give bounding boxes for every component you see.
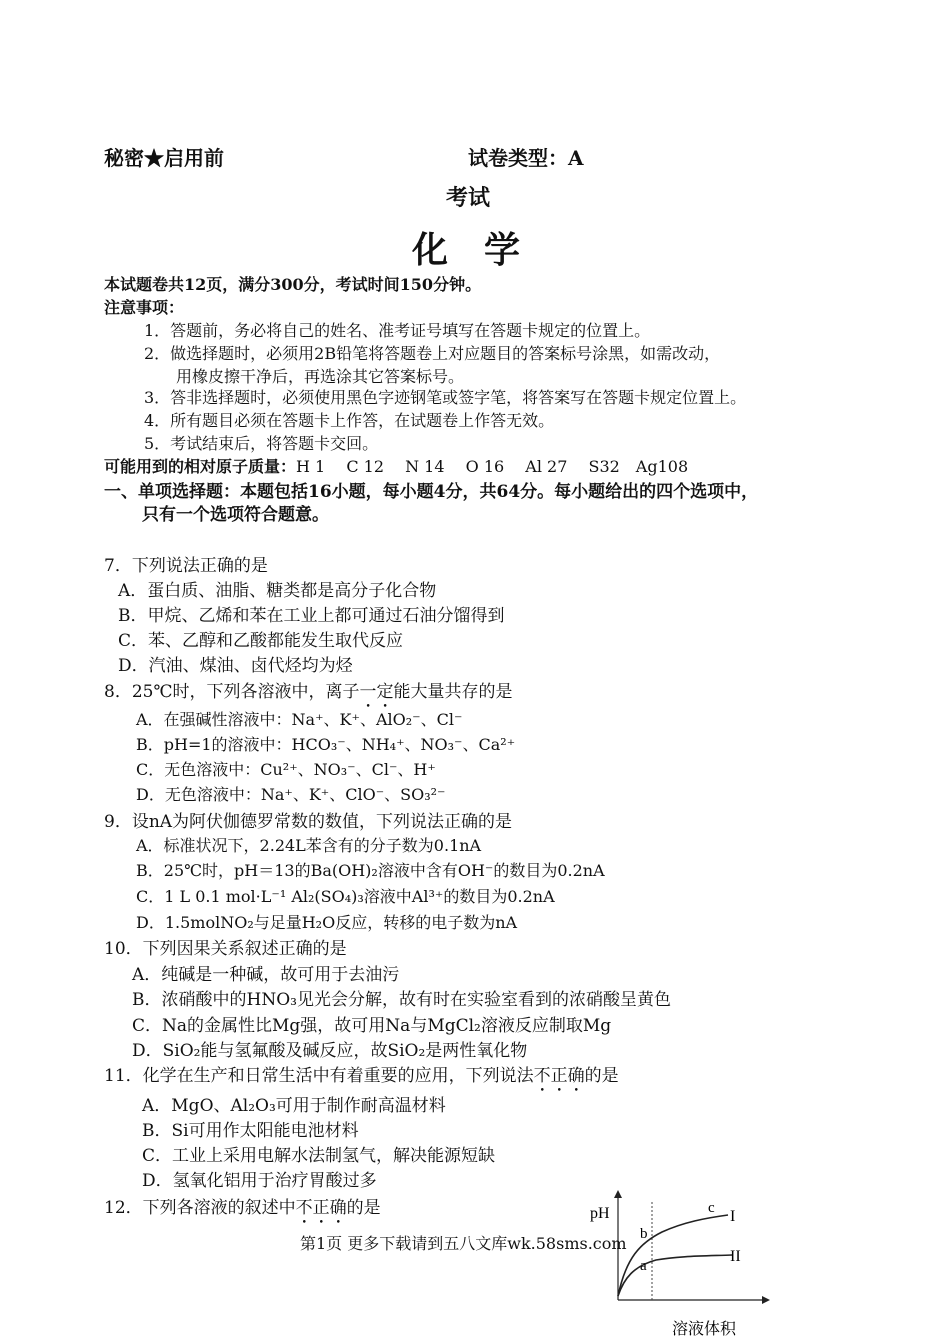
paper-type: 试卷类型：A — [468, 146, 584, 170]
q10-option-d: D．SiO₂能与氢氟酸及碱反应，故SiO₂是两性氧化物 — [132, 1041, 528, 1061]
q10-stem: 10．下列因果关系叙述正确的是 — [104, 939, 347, 959]
curve-I-label: I — [730, 1208, 736, 1225]
graph-y-label: pH — [590, 1205, 610, 1222]
ph-titration-graph — [590, 1188, 772, 1338]
curve-II — [618, 1255, 732, 1296]
notice-item-2-cont: 用橡皮擦干净后，再选涂其它答案标号。 — [176, 367, 465, 386]
q8-option-c: C．无色溶液中：Cu²⁺、NO₃⁻、Cl⁻、H⁺ — [136, 760, 436, 779]
q8-stem-emphasis: 一定 — [359, 682, 394, 702]
subject-title: 化 学 — [412, 230, 521, 271]
curve-II-label: II — [730, 1248, 741, 1265]
q12-stem-pre: 12．下列各溶液的叙述中 — [104, 1198, 296, 1218]
notice-item-2: 2．做选择题时，必须用2B铅笔将答题卷上对应题目的答案标号涂黑，如需改动， — [144, 344, 721, 363]
q11-option-d: D．氢氧化铝用于治疗胃酸过多 — [142, 1171, 377, 1191]
section1-heading: 一、单项选择题：本题包括16小题，每小题4分，共64分。每小题给出的四个选项中， — [104, 482, 759, 502]
notice-item-1: 1．答题前，务必将自己的姓名、准考证号填写在答题卡规定的位置上。 — [144, 321, 651, 340]
x-axis-arrow — [762, 1296, 770, 1304]
exam-summary: 本试题卷共12页，满分300分，考试时间150分钟。 — [104, 275, 482, 294]
q11-stem-pre: 11．化学在生产和日常生活中有着重要的应用，下列说法 — [104, 1066, 534, 1086]
point-a-label: a — [640, 1258, 647, 1274]
point-b-label: b — [640, 1226, 648, 1242]
q12-stem-post: 的是 — [346, 1198, 381, 1218]
graph-x-label: 溶液体积 — [672, 1321, 737, 1338]
q12-stem — [104, 1193, 381, 1228]
page-footer: 第1页 更多下载请到五八文库wk.58sms.com — [300, 1234, 627, 1253]
q7-option-c: C．苯、乙醇和乙酸都能发生取代反应 — [118, 631, 404, 651]
q7-option-d: D．汽油、煤油、卤代烃均为烃 — [118, 656, 353, 676]
q9-option-d: D．1.5molNO₂与足量H₂O反应，转移的电子数为nA — [136, 913, 518, 932]
atomic-mass-label: 可能用到的相对原子质量： — [104, 457, 297, 476]
notice-item-5: 5．考试结束后，将答题卡交回。 — [144, 434, 379, 453]
secret-label: 秘密★启用前 — [104, 146, 224, 170]
point-c-label: c — [708, 1200, 715, 1216]
q11-option-c: C．工业上采用电解水法制氢气，解决能源短缺 — [142, 1146, 496, 1166]
notice-item-4: 4．所有题目必须在答题卡上作答，在试题卷上作答无效。 — [144, 411, 555, 430]
q11-option-b: B．Si可用作太阳能电池材料 — [142, 1121, 359, 1141]
exam-title: 考试 — [446, 185, 491, 211]
q8-option-b: B．pH=1的溶液中：HCO₃⁻、NH₄⁺、NO₃⁻、Ca²⁺ — [136, 735, 516, 754]
notice-title: 注意事项： — [104, 298, 185, 317]
q8-stem-post: 能大量共存的是 — [393, 682, 513, 702]
atomic-mass-line — [104, 454, 688, 477]
q9-option-b: B．25℃时，pH＝13的Ba(OH)₂溶液中含有OH⁻的数目为0.2nA — [136, 861, 605, 880]
q7-stem: 7．下列说法正确的是 — [104, 556, 268, 576]
q10-option-b: B．浓硝酸中的HNO₃见光会分解，故有时在实验室看到的浓硝酸呈黄色 — [132, 990, 671, 1010]
q11-stem-emphasis: 不正确 — [533, 1066, 585, 1086]
q11-option-a: A．MgO、Al₂O₃可用于制作耐高温材料 — [142, 1096, 446, 1116]
q10-option-c: C．Na的金属性比Mg强，故可用Na与MgCl₂溶液反应制取Mg — [132, 1016, 612, 1036]
q9-stem: 9．设nA为阿伏伽德罗常数的数值，下列说法正确的是 — [104, 812, 513, 832]
notice-item-3: 3．答非选择题时，必须使用黑色字迹钢笔或签字笔，将答案写在答题卡规定位置上。 — [144, 388, 747, 407]
q11-stem-post: 的是 — [584, 1066, 619, 1086]
q7-option-b: B．甲烷、乙烯和苯在工业上都可通过石油分馏得到 — [118, 606, 505, 626]
q9-option-c: C．1 L 0.1 mol·L⁻¹ Al₂(SO₄)₃溶液中Al³⁺的数目为0.2nA — [136, 887, 555, 906]
q9-option-a: A．标准状况下，2.24L苯含有的分子数为0.1nA — [136, 836, 482, 855]
q8-stem-pre: 8．25℃时，下列各溶液中，离子 — [104, 682, 360, 702]
atomic-mass-values: H 1 C 12 N 14 O 16 Al 27 S32 Ag108 — [296, 457, 689, 476]
q8-option-a: A．在强碱性溶液中：Na⁺、K⁺、AlO₂⁻、Cl⁻ — [136, 710, 463, 729]
q12-stem-emphasis: 不正确 — [295, 1198, 347, 1218]
q8-option-d: D．无色溶液中：Na⁺、K⁺、ClO⁻、SO₃²⁻ — [136, 785, 446, 804]
q10-option-a: A．纯碱是一种碱，故可用于去油污 — [132, 965, 400, 985]
y-axis-arrow — [614, 1190, 622, 1198]
q7-option-a: A．蛋白质、油脂、糖类都是高分子化合物 — [118, 581, 437, 601]
section1-heading-cont: 只有一个选项符合题意。 — [142, 505, 329, 525]
